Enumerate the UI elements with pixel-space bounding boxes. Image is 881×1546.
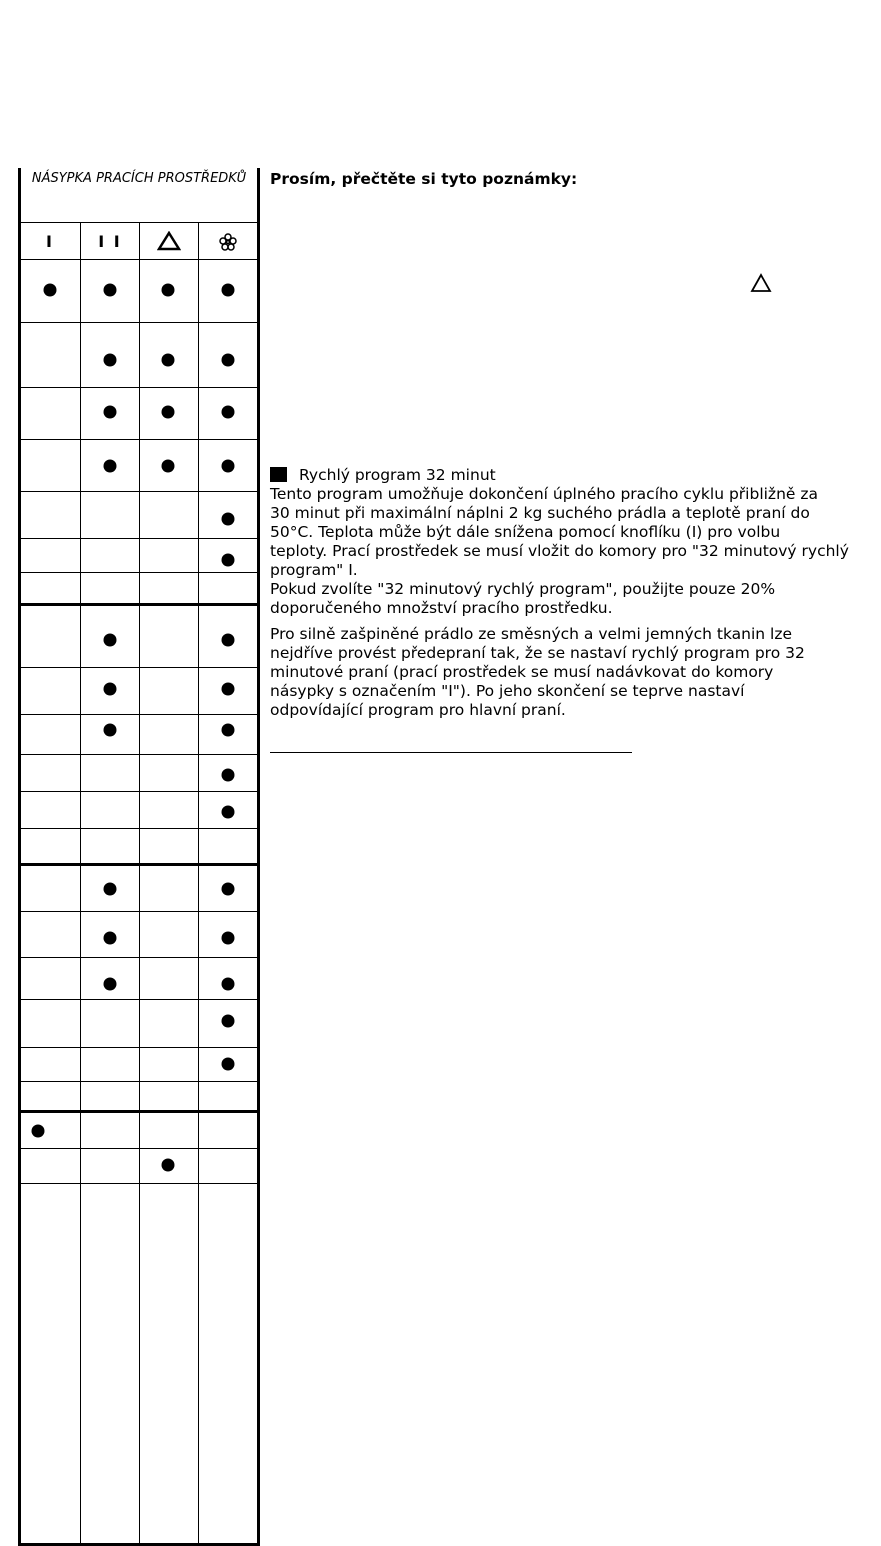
table-row-line xyxy=(18,911,259,912)
table-row-line xyxy=(18,322,259,323)
table-border-right xyxy=(257,168,260,1546)
prewash-line: Pro silně zašpiněné prádlo ze směsných a velmi jemných tkanin lze xyxy=(270,625,793,643)
table-dot xyxy=(222,354,235,367)
table-row-line xyxy=(18,667,259,668)
table-row-line xyxy=(18,1047,259,1048)
table-dot xyxy=(222,883,235,896)
table-dot xyxy=(162,284,175,297)
table-dot xyxy=(222,460,235,473)
quick-program-title: Rychlý program 32 minut xyxy=(270,466,870,485)
triangle-icon xyxy=(750,273,772,293)
table-dot xyxy=(222,284,235,297)
table-row-line xyxy=(18,572,259,573)
table-dot xyxy=(222,806,235,819)
table-row-line xyxy=(18,439,259,440)
prewash-line: minutové praní (prací prostředek se musí nadávkovat do komory xyxy=(270,663,774,681)
table-row-line xyxy=(18,1148,259,1149)
table-dot xyxy=(104,932,117,945)
table-dot xyxy=(222,1015,235,1028)
table-dot xyxy=(44,284,57,297)
table-row-line xyxy=(18,387,259,388)
table-dot xyxy=(162,406,175,419)
table-dot xyxy=(222,513,235,526)
table-dot xyxy=(104,460,117,473)
table-row-line xyxy=(18,957,259,958)
prewash-line: odpovídající program pro hlavní praní. xyxy=(270,701,566,719)
table-dot xyxy=(162,460,175,473)
quick-line: Tento program umožňuje dokončení úplného pracího cyklu přibližně za xyxy=(270,485,818,503)
quick-line: teploty. Prací prostředek se musí vložit do komory pro "32 minutový rychlý xyxy=(270,542,849,560)
flower-icon xyxy=(219,233,237,251)
table-dot xyxy=(222,978,235,991)
table-row-line xyxy=(18,1081,259,1082)
table-row-line xyxy=(18,259,259,260)
triangle-icon xyxy=(157,231,181,251)
table-dot xyxy=(104,883,117,896)
table-row-line xyxy=(18,491,259,492)
table-row-line xyxy=(18,603,259,606)
prewash-section xyxy=(270,625,870,720)
quick-line: program" I. xyxy=(270,561,358,579)
table-row-line xyxy=(18,1183,259,1184)
col-label-ii: I I xyxy=(98,232,122,251)
table-dot xyxy=(162,354,175,367)
table-row-line xyxy=(18,714,259,715)
table-dot xyxy=(104,634,117,647)
table-row-line xyxy=(18,828,259,829)
table-row-line xyxy=(18,538,259,539)
table-header: NÁSYPKA PRACÍCH PROSTŘEDKŮ xyxy=(31,171,247,186)
quick-line: 30 minut při maximální náplni 2 kg suchého prádla a teplotě praní do xyxy=(270,504,810,522)
table-row-line xyxy=(18,999,259,1000)
table-dot xyxy=(32,1125,45,1138)
table-dot xyxy=(104,354,117,367)
col-divider-3 xyxy=(198,222,199,1546)
section-divider xyxy=(270,752,632,753)
table-dot xyxy=(222,1058,235,1071)
table-dot xyxy=(222,554,235,567)
table-dot xyxy=(162,1159,175,1172)
prewash-line: nejdříve provést předepraní tak, že se nastaví rychlý program pro 32 xyxy=(270,644,805,662)
table-row-line xyxy=(18,1110,259,1113)
table-dot xyxy=(222,634,235,647)
quick-line: 50°C. Teplota může být dále snížena pomocí knoflíku (I) pro volbu xyxy=(270,523,781,541)
table-dot xyxy=(222,724,235,737)
quick-line: Pokud zvolíte "32 minutový rychlý program", použijte pouze 20% xyxy=(270,580,776,598)
table-dot xyxy=(104,683,117,696)
table-dot xyxy=(222,932,235,945)
table-dot xyxy=(222,683,235,696)
col-label-i: I xyxy=(46,232,54,251)
table-row-line xyxy=(18,791,259,792)
quick-line: doporučeného množství pracího prostředku. xyxy=(270,599,613,617)
table-dot xyxy=(104,724,117,737)
notes-heading: Prosím, přečtěte si tyto poznámky: xyxy=(270,170,578,188)
table-row-line xyxy=(18,754,259,755)
square-bullet-icon xyxy=(270,467,287,482)
table-row-line xyxy=(18,863,259,866)
table-dot xyxy=(104,284,117,297)
table-dot xyxy=(104,406,117,419)
table-dot xyxy=(104,978,117,991)
col-divider-2 xyxy=(139,222,140,1546)
table-dot xyxy=(222,769,235,782)
col-divider-1 xyxy=(80,222,81,1546)
table-dot xyxy=(222,406,235,419)
table-border-left xyxy=(18,168,21,1546)
quick-program-section xyxy=(270,466,870,618)
table-row-line xyxy=(18,222,259,223)
prewash-line: násypky s označením "I"). Po jeho skončení se teprve nastaví xyxy=(270,682,745,700)
